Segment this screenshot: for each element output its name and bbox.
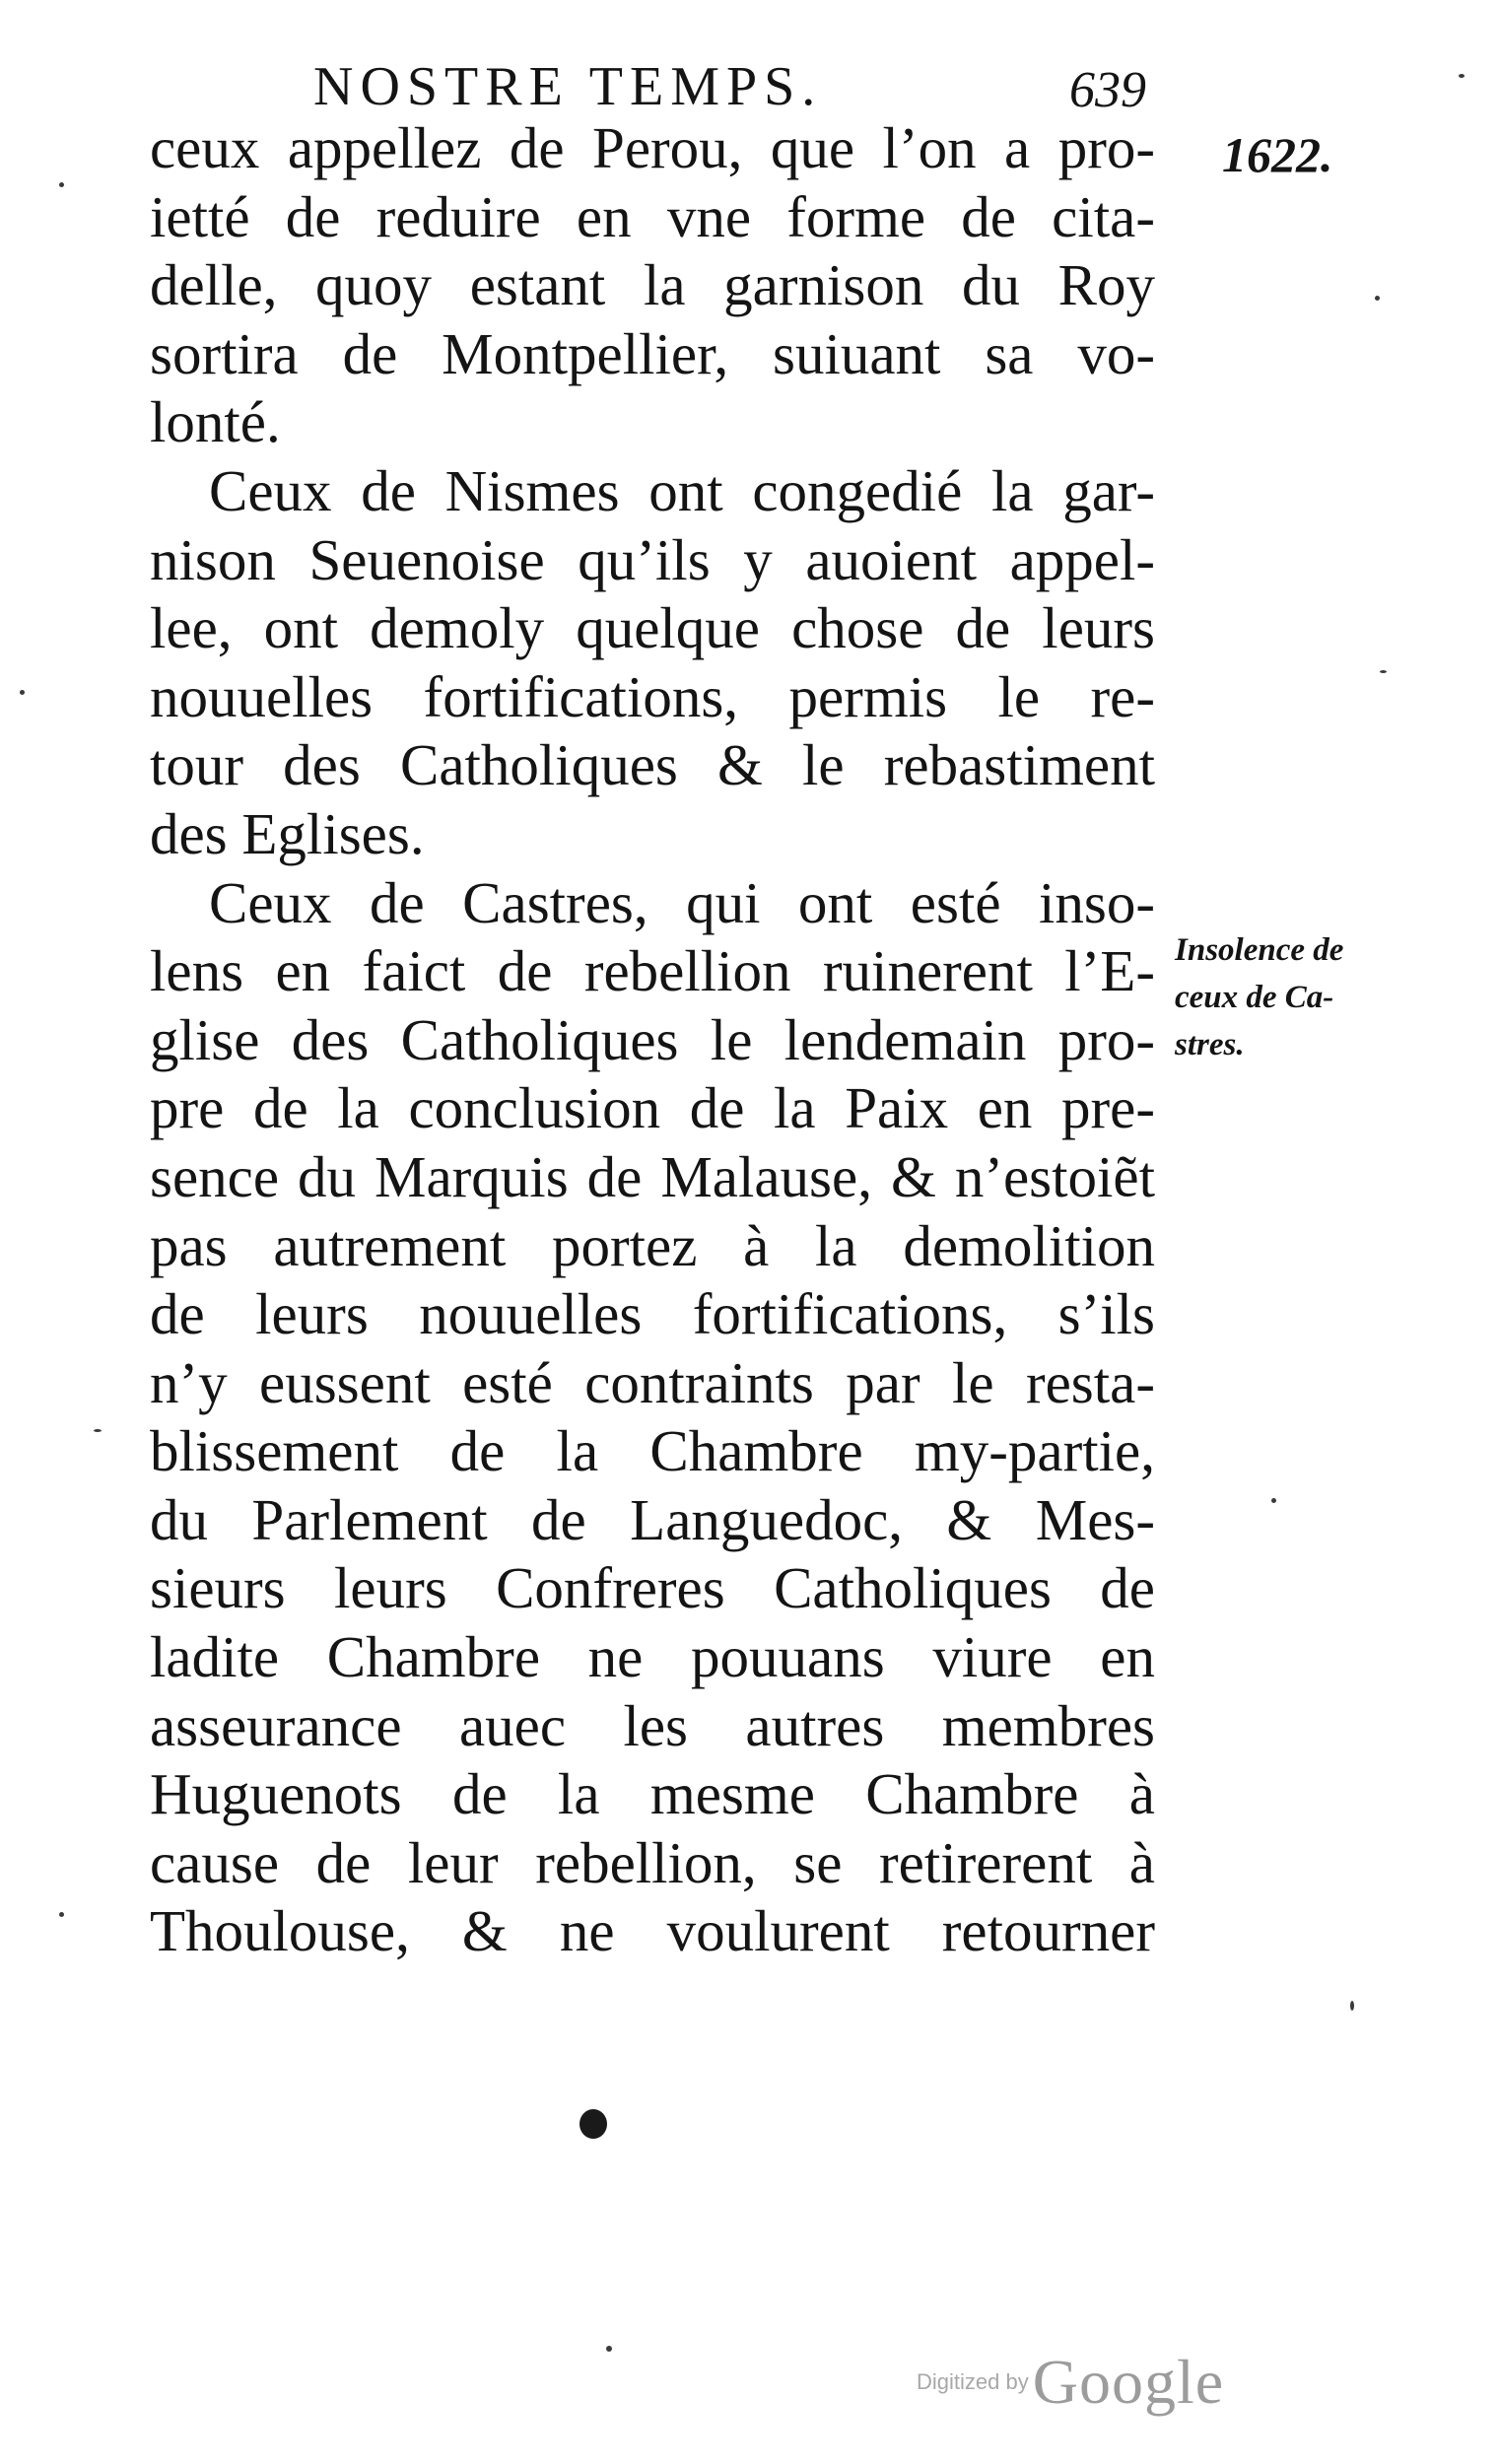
text-line: n’y eussent esté contraints par le resta- bbox=[150, 1349, 1155, 1415]
watermark-prefix: Digitized by bbox=[917, 2369, 1029, 2394]
margin-year: 1622. bbox=[1222, 127, 1333, 182]
page-number: 639 bbox=[1069, 62, 1146, 118]
text-line: sieurs leurs Confreres Catholiques de bbox=[150, 1555, 1155, 1621]
text-line: ceux appellez de Perou, que l’on a pro- bbox=[150, 115, 1155, 180]
text-line: tour des Catholiques & le rebastiment bbox=[150, 732, 1155, 798]
text-line: des Eglises. bbox=[150, 800, 425, 866]
text-line: du Parlement de Languedoc, & Mes- bbox=[150, 1486, 1155, 1552]
text-line: ladite Chambre ne pouuans viure en bbox=[150, 1624, 1155, 1690]
text-line: delle, quoy estant la garnison du Roy bbox=[150, 252, 1155, 318]
text-line: blissement de la Chambre my-partie, bbox=[150, 1418, 1155, 1484]
ink-dot-ornament bbox=[579, 2109, 607, 2139]
margin-note-line: ceux de Ca- bbox=[1175, 980, 1334, 1015]
text-line: asseurance auec les autres membres bbox=[150, 1692, 1155, 1758]
ink-speck bbox=[1375, 296, 1380, 301]
text-line: pre de la conclusion de la Paix en pre- bbox=[150, 1075, 1155, 1141]
ink-speck bbox=[94, 1429, 102, 1432]
margin-note-line: Insolence de bbox=[1175, 932, 1344, 968]
ink-speck bbox=[1350, 2001, 1354, 2011]
ink-speck bbox=[59, 1912, 64, 1917]
ink-speck bbox=[606, 2346, 612, 2352]
text-line: Huguenots de la mesme Chambre à bbox=[150, 1761, 1155, 1827]
text-line: glise des Catholiques le lendemain pro- bbox=[150, 1006, 1155, 1072]
margin-note-line: stres. bbox=[1175, 1027, 1245, 1062]
text-line: lonté. bbox=[150, 389, 281, 455]
text-line: cause de leur rebellion, se retirerent à bbox=[150, 1829, 1155, 1895]
ink-speck bbox=[1271, 1498, 1276, 1503]
text-line: sortira de Montpellier, suiuant sa vo- bbox=[150, 320, 1155, 386]
text-line: nouuelles fortifications, permis le re- bbox=[150, 663, 1155, 729]
text-line: nison Seuenoise qu’ils y auoient appel- bbox=[150, 526, 1155, 592]
body-text bbox=[150, 114, 1155, 1966]
paragraph-start-line: Ceux de Nismes ont congedié la gar- bbox=[209, 457, 1155, 523]
running-head: NOSTRE TEMPS. bbox=[313, 56, 823, 117]
text-line: sence du Marquis de Malause, & n’estoiẽt bbox=[150, 1143, 1155, 1209]
ink-speck bbox=[1459, 74, 1465, 78]
text-line: de leurs nouuelles fortifications, s’ils bbox=[150, 1281, 1155, 1347]
text-line: lee, ont demoly quelque chose de leurs bbox=[150, 595, 1155, 661]
margin-note bbox=[1175, 926, 1392, 1068]
text-line: Thoulouse, & ne voulurent retourner bbox=[150, 1898, 1155, 1964]
ink-speck bbox=[59, 182, 64, 187]
text-line: ietté de reduire en vne forme de cita- bbox=[150, 183, 1155, 249]
text-line: lens en faict de rebellion ruinerent l’E- bbox=[150, 938, 1155, 1004]
paragraph-start-line: Ceux de Castres, qui ont esté inso- bbox=[209, 869, 1155, 935]
ink-speck bbox=[1380, 670, 1387, 673]
text-line: pas autrement portez à la demolition bbox=[150, 1212, 1155, 1278]
digitized-by-google-watermark bbox=[917, 2346, 1224, 2419]
google-logo: Google bbox=[1032, 2347, 1225, 2417]
ink-speck bbox=[20, 690, 25, 695]
